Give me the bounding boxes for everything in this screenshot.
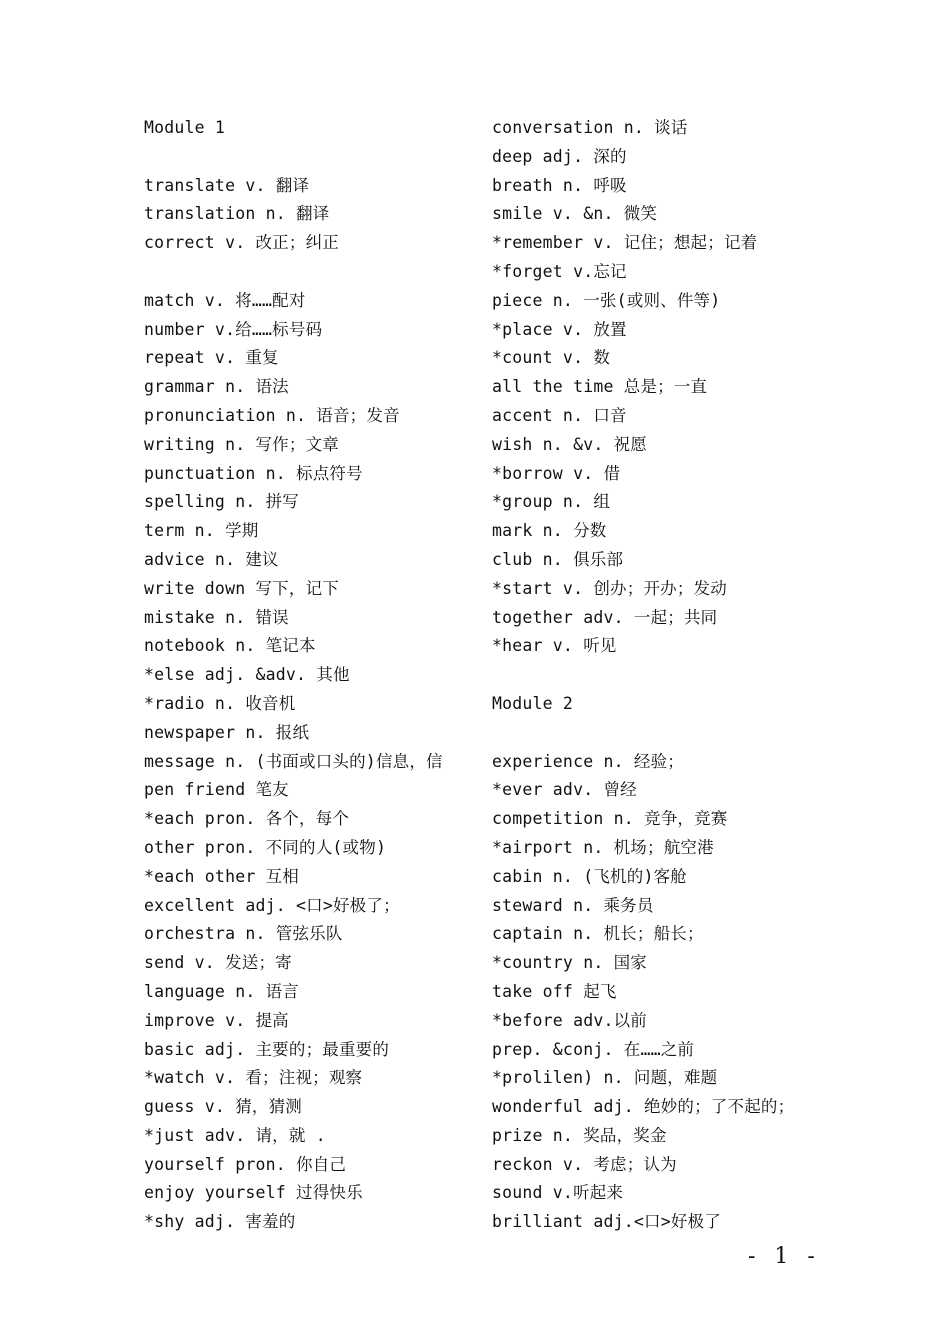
- vocab-entry: mark n. 分数: [492, 521, 607, 541]
- vocab-entry: punctuation n. 标点符号: [144, 463, 363, 483]
- vocab-entry: captain n. 机长；船长；: [492, 924, 704, 944]
- vocab-entry: spelling n. 拼写: [144, 492, 300, 512]
- right-column: [492, 114, 822, 1237]
- vocab-entry: *country n. 国家: [492, 953, 648, 973]
- vocab-entry: orchestra n. 管弦乐队: [144, 924, 343, 944]
- vocab-entry: *forget v.忘记: [492, 261, 627, 281]
- vocab-entry: reckon v. 考虑；认为: [492, 1154, 677, 1174]
- vocab-entry: prep. &conj. 在……之前: [492, 1039, 695, 1059]
- vocab-entry: sound v.听起来: [492, 1183, 624, 1203]
- vocab-entry: match v. 将……配对: [144, 290, 306, 310]
- vocab-entry: *start v. 创办；开办；发动: [492, 578, 727, 598]
- blank-line: [492, 661, 822, 690]
- vocab-entry: repeat v. 重复: [144, 348, 279, 368]
- vocab-entry: *just adv. 请，就 .: [144, 1125, 326, 1145]
- vocab-entry: write down 写下，记下: [144, 578, 339, 598]
- vocab-entry: number v.给……标号码: [144, 319, 323, 339]
- vocab-entry: together adv. 一起；共同: [492, 607, 718, 627]
- vocab-entry: *place v. 放置: [492, 319, 627, 339]
- vocab-entry: guess v. 猜，猜测: [144, 1097, 303, 1117]
- vocab-entry: *hear v. 听见: [492, 636, 617, 656]
- vocab-entry: *before adv.以前: [492, 1010, 648, 1030]
- vocab-entry: advice n. 建议: [144, 549, 279, 569]
- vocab-entry: term n. 学期: [144, 521, 259, 541]
- vocab-entry: basic adj. 主要的；最重要的: [144, 1039, 390, 1059]
- vocab-entry: *airport n. 机场；航空港: [492, 837, 714, 857]
- vocab-entry: experience n. 经验；: [492, 751, 684, 771]
- vocab-entry: take off 起飞: [492, 981, 617, 1001]
- vocab-entry: pronunciation n. 语音；发音: [144, 405, 400, 425]
- vocab-entry: conversation n. 谈话: [492, 118, 688, 137]
- vocab-entry: mistake n. 错误: [144, 607, 289, 627]
- vocab-entry: translate v. 翻译: [144, 175, 310, 195]
- blank-line: [144, 258, 474, 287]
- vocab-entry: pen friend 笔友: [144, 780, 289, 800]
- vocab-entry: cabin n. (飞机的)客舱: [492, 866, 687, 886]
- vocab-entry: breath n. 呼吸: [492, 175, 627, 195]
- vocab-entry: *shy adj. 害羞的: [144, 1212, 296, 1232]
- vocab-entry: newspaper n. 报纸: [144, 722, 310, 742]
- vocab-entry: accent n. 口音: [492, 405, 627, 425]
- blank-line: [144, 143, 474, 172]
- vocab-entry: *radio n. 收音机: [144, 693, 296, 713]
- vocab-entry: club n. 俱乐部: [492, 549, 624, 569]
- vocab-entry: *prolilen) n. 问题，难题: [492, 1068, 718, 1088]
- vocab-entry: yourself pron. 你自己: [144, 1154, 347, 1174]
- vocab-entry: steward n. 乘务员: [492, 895, 654, 915]
- vocab-entry: improve v. 提高: [144, 1010, 289, 1030]
- vocab-entry: prize n. 奖品，奖金: [492, 1125, 667, 1145]
- vocab-entry: *watch v. 看；注视；观察: [144, 1068, 363, 1088]
- vocab-entry: send v. 发送；寄: [144, 953, 292, 973]
- vocab-entry: message n. (书面或口头的)信息，信: [144, 751, 443, 771]
- vocab-entry: grammar n. 语法: [144, 377, 289, 397]
- vocab-entry: *else adj. &adv. 其他: [144, 665, 350, 685]
- vocab-entry: language n. 语言: [144, 981, 300, 1001]
- blank-line: [492, 719, 822, 748]
- vocab-entry: writing n. 写作；文章: [144, 434, 339, 454]
- vocab-entry: *each pron. 各个，每个: [144, 809, 350, 829]
- vocab-entry: *each other 互相: [144, 866, 300, 886]
- vocab-entry: competition n. 竞争，竞赛: [492, 809, 728, 829]
- module-heading: Module 1: [144, 118, 226, 137]
- vocab-entry: all the time 总是；一直: [492, 377, 708, 397]
- vocab-entry: other pron. 不同的人(或物): [144, 837, 387, 857]
- vocab-entry: enjoy yourself 过得快乐: [144, 1183, 363, 1203]
- vocab-entry: wish n. &v. 祝愿: [492, 434, 648, 454]
- vocab-entry: piece n. 一张(或则、件等): [492, 290, 721, 310]
- left-column: [144, 114, 474, 1237]
- vocab-entry: excellent adj. <口>好极了；: [144, 895, 400, 915]
- vocab-entry: correct v. 改正；纠正: [144, 233, 339, 253]
- vocab-entry: *borrow v. 借: [492, 463, 621, 483]
- vocab-entry: notebook n. 笔记本: [144, 636, 316, 656]
- vocab-entry: *group n. 组: [492, 492, 611, 512]
- vocab-entry: wonderful adj. 绝妙的；了不起的；: [492, 1097, 795, 1117]
- vocab-entry: *count v. 数: [492, 348, 611, 368]
- vocab-entry: *ever adv. 曾经: [492, 780, 637, 800]
- vocab-entry: *remember v. 记住；想起；记着: [492, 233, 758, 253]
- module-heading: Module 2: [492, 693, 574, 713]
- vocab-entry: deep adj. 深的: [492, 146, 627, 166]
- vocab-entry: translation n. 翻译: [144, 204, 330, 224]
- vocab-entry: brilliant adj.<口>好极了: [492, 1212, 721, 1232]
- vocab-entry: smile v. &n. 微笑: [492, 204, 658, 224]
- page-number: - 1 -: [748, 1244, 821, 1269]
